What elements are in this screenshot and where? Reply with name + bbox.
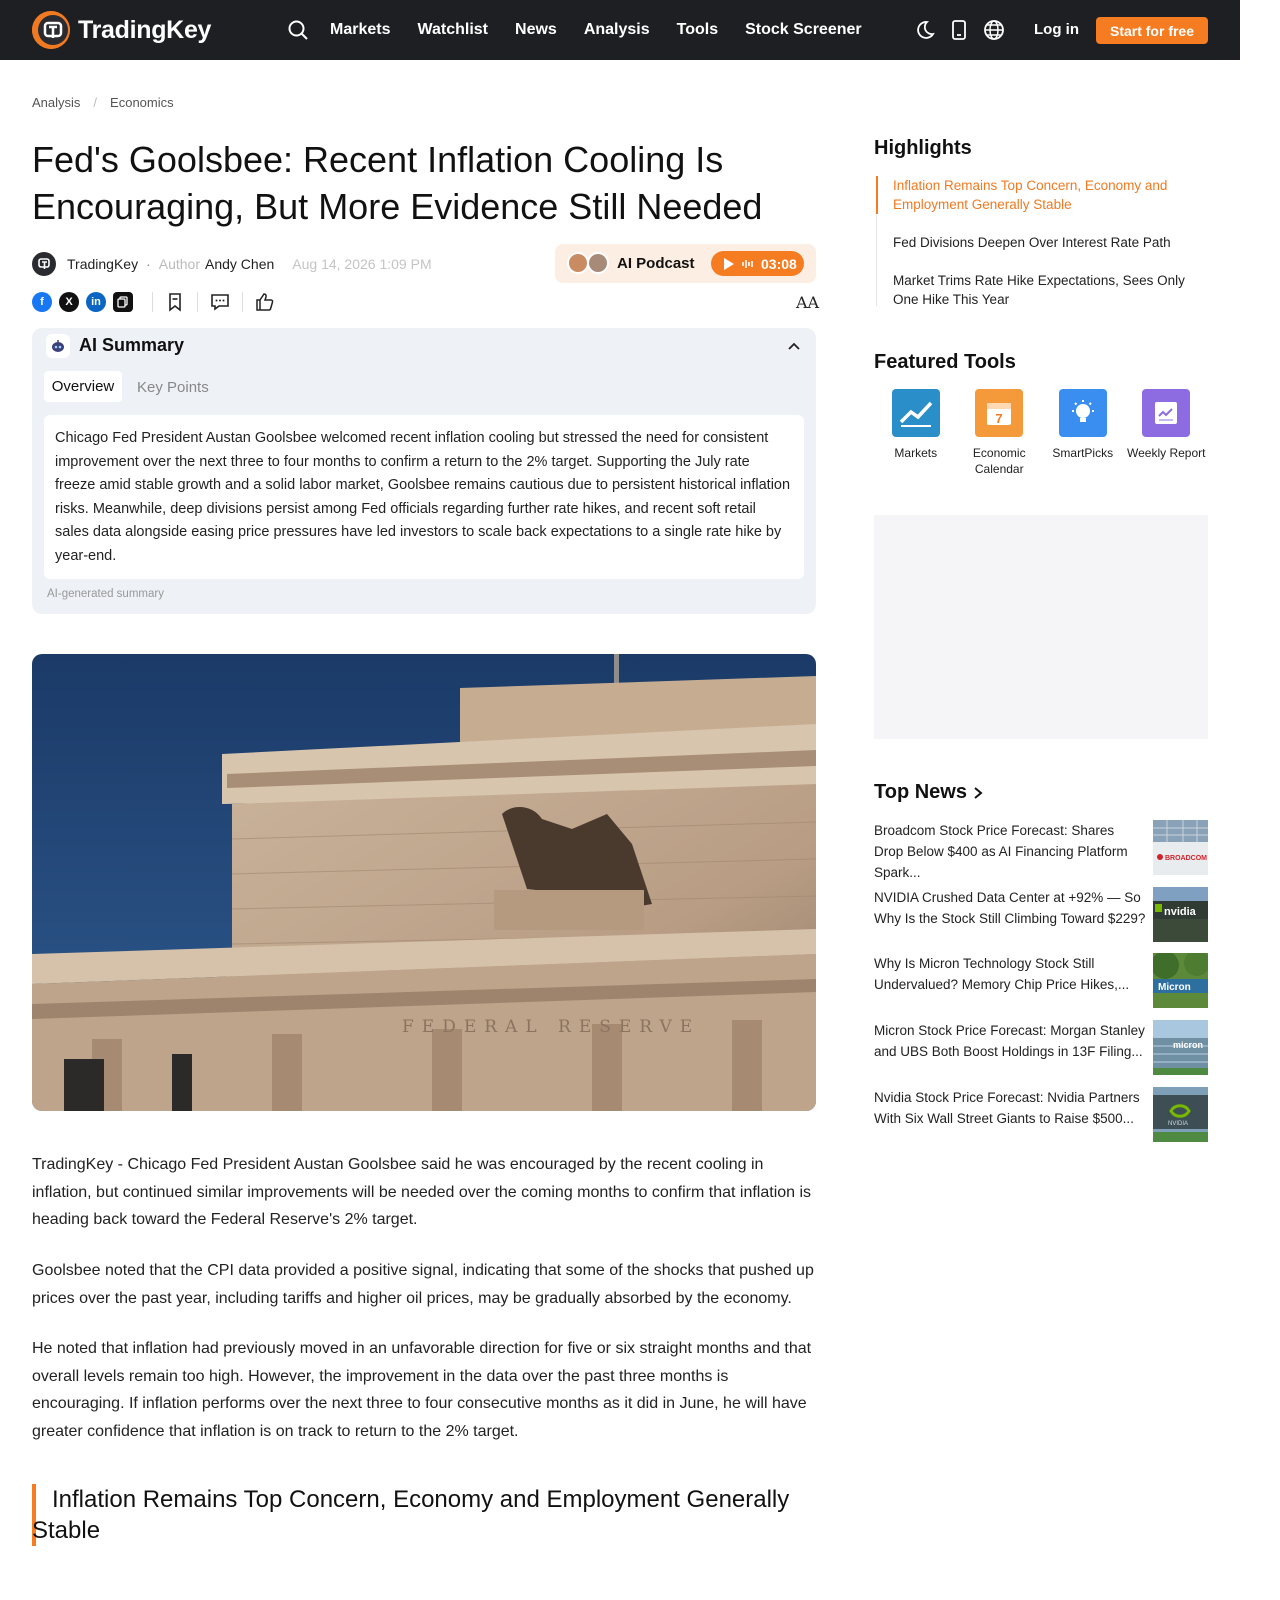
top-news-headline: Why Is Micron Technology Stock Still Undervalued? Memory Chip Price Hikes,... [874, 956, 1130, 992]
ai-summary-text: Chicago Fed President Austan Goolsbee welcomed recent inflation cooling but stressed the need for consistent improvement over the next three to four months to confirm a return to the 2% target. Supporting the July rate freeze amid stable growth and a solid labor market, Goolsbee remains cautious due to persistent historical inflation risks. Meanwhile, deep divisions persist among Fed officials regarding further rate hikes, and recent soft retail sales data alongside easing price pressures have led investors to scale back expectations to a single rate hike by year-end. [44, 415, 804, 579]
header-tools [912, 18, 1017, 42]
x-twitter-icon[interactable]: X [59, 292, 79, 312]
highlight-item[interactable]: Fed Divisions Deepen Over Interest Rate Path [893, 235, 1171, 250]
nav-tools[interactable]: Tools [676, 21, 719, 38]
thumbnail-label: Micron [1158, 982, 1191, 993]
tool-label: Markets [894, 446, 938, 460]
linkedin-icon[interactable]: in [86, 292, 106, 312]
section-heading [32, 1484, 816, 1546]
top-news-item[interactable] [874, 953, 1208, 1009]
globe-icon[interactable] [982, 18, 1006, 42]
mobile-icon[interactable] [947, 18, 971, 42]
lightbulb-icon [1059, 389, 1107, 437]
thumbnail-label: micron [1173, 1040, 1204, 1050]
podcast-duration: 03:08 [761, 255, 797, 272]
source-avatar [32, 252, 56, 276]
nav-news[interactable]: News [515, 21, 557, 38]
top-news-item[interactable] [874, 1087, 1208, 1143]
meta-dot: · [146, 256, 151, 272]
section-heading-line: Inflation Remains Top Concern, Economy and Employment Generally [52, 1486, 790, 1513]
tool-economic-calendar[interactable] [958, 389, 1042, 477]
main-nav [286, 0, 889, 60]
chart-up-icon [892, 389, 940, 437]
top-news-title: Top News [874, 781, 967, 803]
top-news-item[interactable] [874, 820, 1208, 880]
top-news-headline: Broadcom Stock Price Forecast: Shares Drop Below $400 as AI Financing Platform Spark... [874, 823, 1128, 880]
toolbar-divider [242, 292, 243, 312]
font-size-toggle[interactable]: AA [796, 293, 820, 312]
ai-summary-title: AI Summary [79, 335, 185, 355]
highlight-item[interactable]: Inflation Remains Top Concern, Economy and Employment Generally Stable [876, 176, 1206, 214]
nav-stock-screener[interactable]: Stock Screener [745, 21, 862, 38]
thumbnail-label: BROADCOM [1165, 855, 1207, 862]
featured-tools-grid [874, 389, 1208, 477]
start-free-button[interactable]: Start for free [1096, 17, 1208, 44]
tool-weekly-report[interactable] [1125, 389, 1209, 477]
top-news-headline: Micron Stock Price Forecast: Morgan Stanley and UBS Both Boost Holdings in 13F Filing... [874, 1023, 1145, 1059]
featured-tools-heading: Featured Tools [874, 351, 1016, 373]
article-paragraph: Goolsbee noted that the CPI data provided a positive signal, indicating that some of the shocks that pushed up prices over the past year, including tariffs and higher oil prices, may be gradually absorbed by the economy. [32, 1262, 814, 1307]
highlights-list [876, 176, 1206, 328]
tool-label: Economic Calendar [972, 446, 1026, 476]
top-news-item[interactable] [874, 887, 1208, 943]
top-news-item[interactable] [874, 1020, 1208, 1076]
news-thumbnail [1153, 1087, 1208, 1142]
chevron-up-icon[interactable] [786, 338, 802, 354]
breadcrumb [32, 95, 174, 110]
nav-watchlist[interactable]: Watchlist [417, 21, 489, 38]
highlight-item[interactable]: Market Trims Rate Hike Expectations, Sees Only One Hike This Year [893, 273, 1185, 307]
like-icon[interactable] [255, 292, 275, 312]
nav-markets[interactable]: Markets [330, 21, 391, 38]
host-avatar [567, 252, 589, 274]
toolbar-divider [197, 292, 198, 312]
host-avatar [587, 252, 609, 274]
ai-summary-footnote: AI-generated summary [47, 588, 164, 600]
news-thumbnail [1153, 887, 1208, 942]
tool-label: Weekly Report [1127, 446, 1206, 460]
section-heading-line: Stable [32, 1517, 101, 1544]
highlights-heading: Highlights [874, 137, 972, 159]
report-icon [1142, 389, 1190, 437]
page-gutter [1240, 0, 1280, 1600]
publish-date: Aug 14, 2026 1:09 PM [292, 256, 432, 272]
news-thumbnail [1153, 820, 1208, 875]
login-link[interactable]: Log in [1034, 21, 1079, 38]
ai-podcast-bar[interactable] [555, 244, 816, 283]
search-icon[interactable] [286, 18, 310, 42]
toolbar-divider [152, 292, 153, 312]
brand-name: TradingKey [78, 15, 212, 44]
breadcrumb-separator: / [93, 95, 98, 110]
thumbnail-label: NVIDIA [1168, 1121, 1189, 1127]
calendar-day: 7 [995, 411, 1003, 426]
robot-icon [46, 334, 70, 358]
logo-mark-icon [32, 11, 70, 49]
top-news-headline: NVIDIA Crushed Data Center at +92% — So Why Is the Stock Still Climbing Toward $229? [874, 890, 1146, 926]
news-thumbnail [1153, 1020, 1208, 1075]
podcast-label: AI Podcast [617, 255, 695, 272]
tab-overview[interactable]: Overview [44, 371, 122, 402]
podcast-hosts-avatars [567, 252, 609, 276]
tool-markets[interactable] [874, 389, 958, 477]
article-source[interactable]: TradingKey [67, 256, 139, 272]
calendar-icon [975, 389, 1023, 437]
waveform-icon [741, 257, 755, 271]
article-hero-image [32, 654, 816, 1111]
article-title: Fed's Goolsbee: Recent Inflation Cooling Is Encouraging, But More Evidence Still Needed [32, 139, 763, 227]
tab-key-points[interactable]: Key Points [137, 379, 209, 396]
author-label: Author [158, 256, 200, 272]
news-thumbnail [1153, 953, 1208, 1008]
comment-icon[interactable] [210, 292, 230, 312]
building-inscription: FEDERAL RESERVE [402, 1017, 701, 1037]
play-icon [721, 257, 735, 271]
author-name[interactable]: Andy Chen [205, 256, 275, 272]
moon-icon[interactable] [912, 18, 936, 42]
tool-label: SmartPicks [1052, 446, 1114, 460]
nav-analysis[interactable]: Analysis [583, 21, 650, 38]
chevron-right-icon [971, 786, 985, 800]
facebook-icon[interactable]: f [32, 292, 52, 312]
article-paragraph: He noted that inflation had previously moved in an unfavorable direction for five or six straight months and that overall levels remain too high. However, the improvement in the data over the past three months is encouraging. If inflation performs over the next three to four consecutive months as it did in June, he will have greater confidence that inflation is on track to return to the 2% target. [32, 1340, 812, 1440]
share-toolbar [32, 290, 275, 314]
top-navigation-bar [0, 0, 1240, 60]
tool-smartpicks[interactable] [1041, 389, 1125, 477]
copy-link-icon[interactable] [113, 292, 133, 312]
article-paragraph: TradingKey - Chicago Fed President Austan Goolsbee said he was encouraged by the recent cooling in inflation, but continued similar improvements will be needed over the coming months to confirm that inflation is heading back toward the Federal Reserve's 2% target. [32, 1156, 812, 1228]
thumbnail-label: nvidia [1164, 906, 1196, 918]
podcast-play-button[interactable] [711, 251, 804, 276]
breadcrumb-analysis[interactable]: Analysis [32, 95, 81, 110]
top-news-headline: Nvidia Stock Price Forecast: Nvidia Partners With Six Wall Street Giants to Raise $500... [874, 1090, 1140, 1126]
brand-logo[interactable] [32, 11, 211, 49]
author-row [32, 252, 432, 276]
top-news-heading[interactable] [874, 781, 985, 804]
bookmark-icon[interactable] [165, 292, 185, 312]
ai-summary-panel [32, 328, 816, 614]
breadcrumb-economics[interactable]: Economics [110, 95, 174, 110]
ad-placeholder [874, 515, 1208, 739]
